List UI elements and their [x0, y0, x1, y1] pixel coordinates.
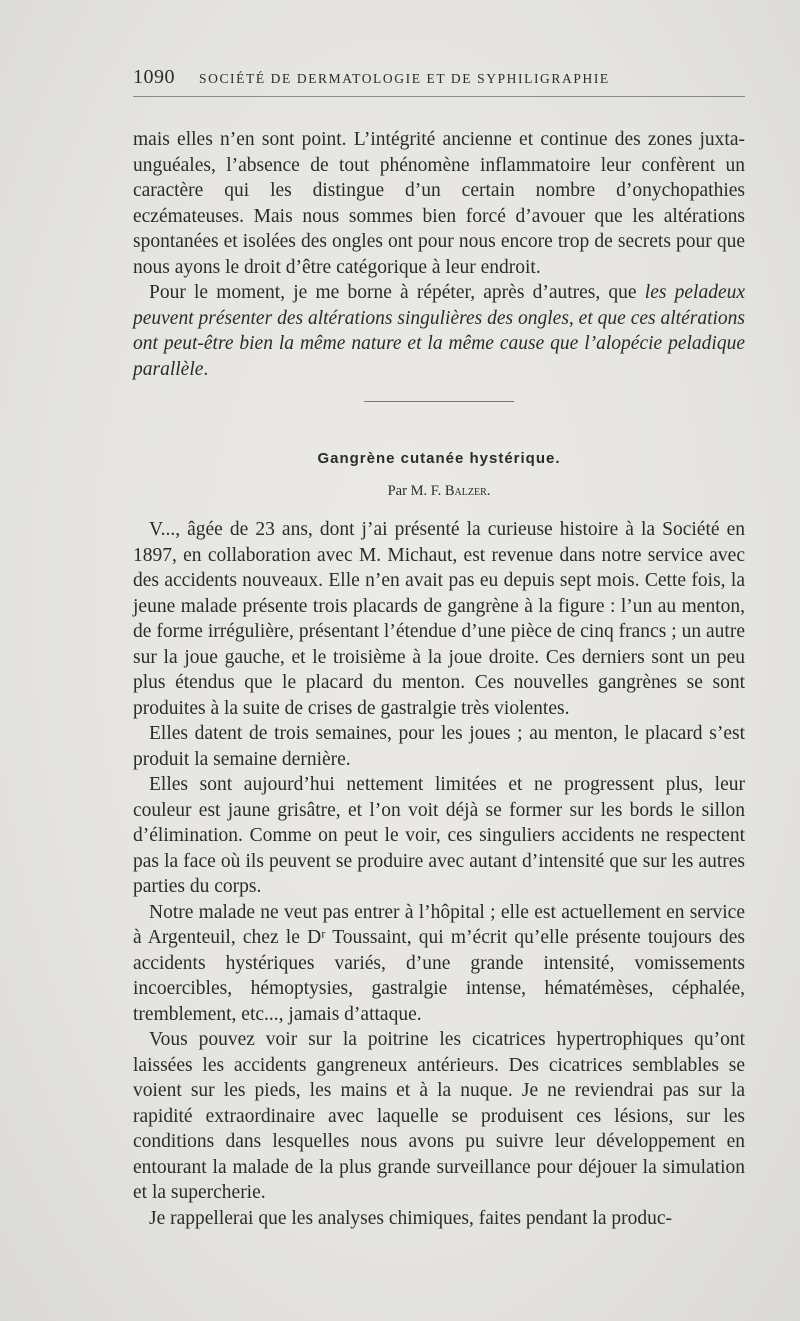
paragraph: Vous pouvez voir sur la poitrine les cicatrices hypertrophiques qu’ont laissées les accidents gangreneux antérieurs. Des cicatrices semblables se voient sur les pieds, les mains et à la nuque. Je ne reviendrai pas sur la rapidité extraordinaire avec laquelle se produisent ces lésions, sur les conditions dans lesquelles nous avons pu suivre leur développement en entourant la malade de la plus grande surveillance pour déjouer la simulation et la supercherie. [133, 1029, 745, 1203]
running-head: SOCIÉTÉ DE DERMATOLOGIE ET DE SYPHILIGRAPHIE [199, 71, 610, 86]
section-divider [364, 401, 514, 402]
paragraph: V..., âgée de 23 ans, dont j’ai présenté la curieuse histoire à la Société en 1897, en collaboration avec M. Michaut, est revenue dans notre service avec des accidents nouveaux. Elle n’en avait pas eu depuis sept mois. Cette fois, la jeune malade présente trois placards de gangrène à la figure : l’un au menton, de forme irrégulière, présentant l’étendue d’une pièce de cinq francs ; un autre sur la joue gauche, et le troisième à la joue droite. Ces derniers sont un peu plus étendus que le placard du menton. Ces nouvelles gangrènes se sont produites à la suite de crises de gastralgie très violentes. [133, 519, 745, 719]
paragraph: Elles datent de trois semaines, pour les joues ; au menton, le placard s’est produit la semaine dernière. [133, 723, 745, 770]
conclusion-end: . [203, 358, 209, 380]
paragraph: Elles sont aujourd’hui nettement limitées et ne progressent plus, leur couleur est jaune grisâtre, et l’on voit déjà se former sur les bords le sillon d’élimination. Comme on peut le voir, ces singuliers accidents ne respectent pas la face où ils peuvent se produire avec autant d’intensité que sur les autres parties du corps. [133, 774, 745, 897]
conclusion-lead: Pour le moment, je me borne à répéter, après d’autres, que [149, 282, 645, 303]
article-title: Gangrène cutanée hystérique. [317, 450, 561, 467]
conclusion-italic: les peladeux peuvent présenter des altérations singulières des ongles, et que ces altérations ont peut-être bien la même nature et la même cause que l’alopécie peladique parallèle [133, 282, 746, 380]
author-prefix: Par M. F. [387, 482, 442, 499]
body-text [133, 127, 745, 1231]
page-header [133, 66, 745, 97]
paragraph: Notre malade ne veut pas entrer à l’hôpital ; elle est actuellement en service à Argenteuil, chez le Dʳ Toussaint, qui m’écrit qu’elle présente toujours des accidents hystériques variés, d’une grande intensité, vomissements incoercibles, hémoptysies, gastralgie intense, hématémèses, céphalée, tremblement, etc..., jamais d’attaque. [133, 901, 745, 1025]
paragraph-conclusion [133, 280, 745, 382]
page-number: 1090 [133, 66, 175, 88]
paragraph-continued: mais elles n’en sont point. L’intégrité ancienne et continue des zones juxta-unguéales, l’absence de tout phénomène inflammatoire leur confèrent un caractère qui les distingue d’un certain nombre d’onychopathies eczémateuses. Mais nous sommes bien forcé d’avouer que les altérations spontanées et isolées des ongles ont pour nous encore trop de secrets pour que nous ayons le droit d’être catégorique à leur endroit. [133, 129, 745, 278]
paragraph: Je rappellerai que les analyses chimiques, faites pendant la produc- [149, 1207, 673, 1229]
author-name: Balzer. [444, 482, 491, 499]
article-author [133, 479, 745, 505]
